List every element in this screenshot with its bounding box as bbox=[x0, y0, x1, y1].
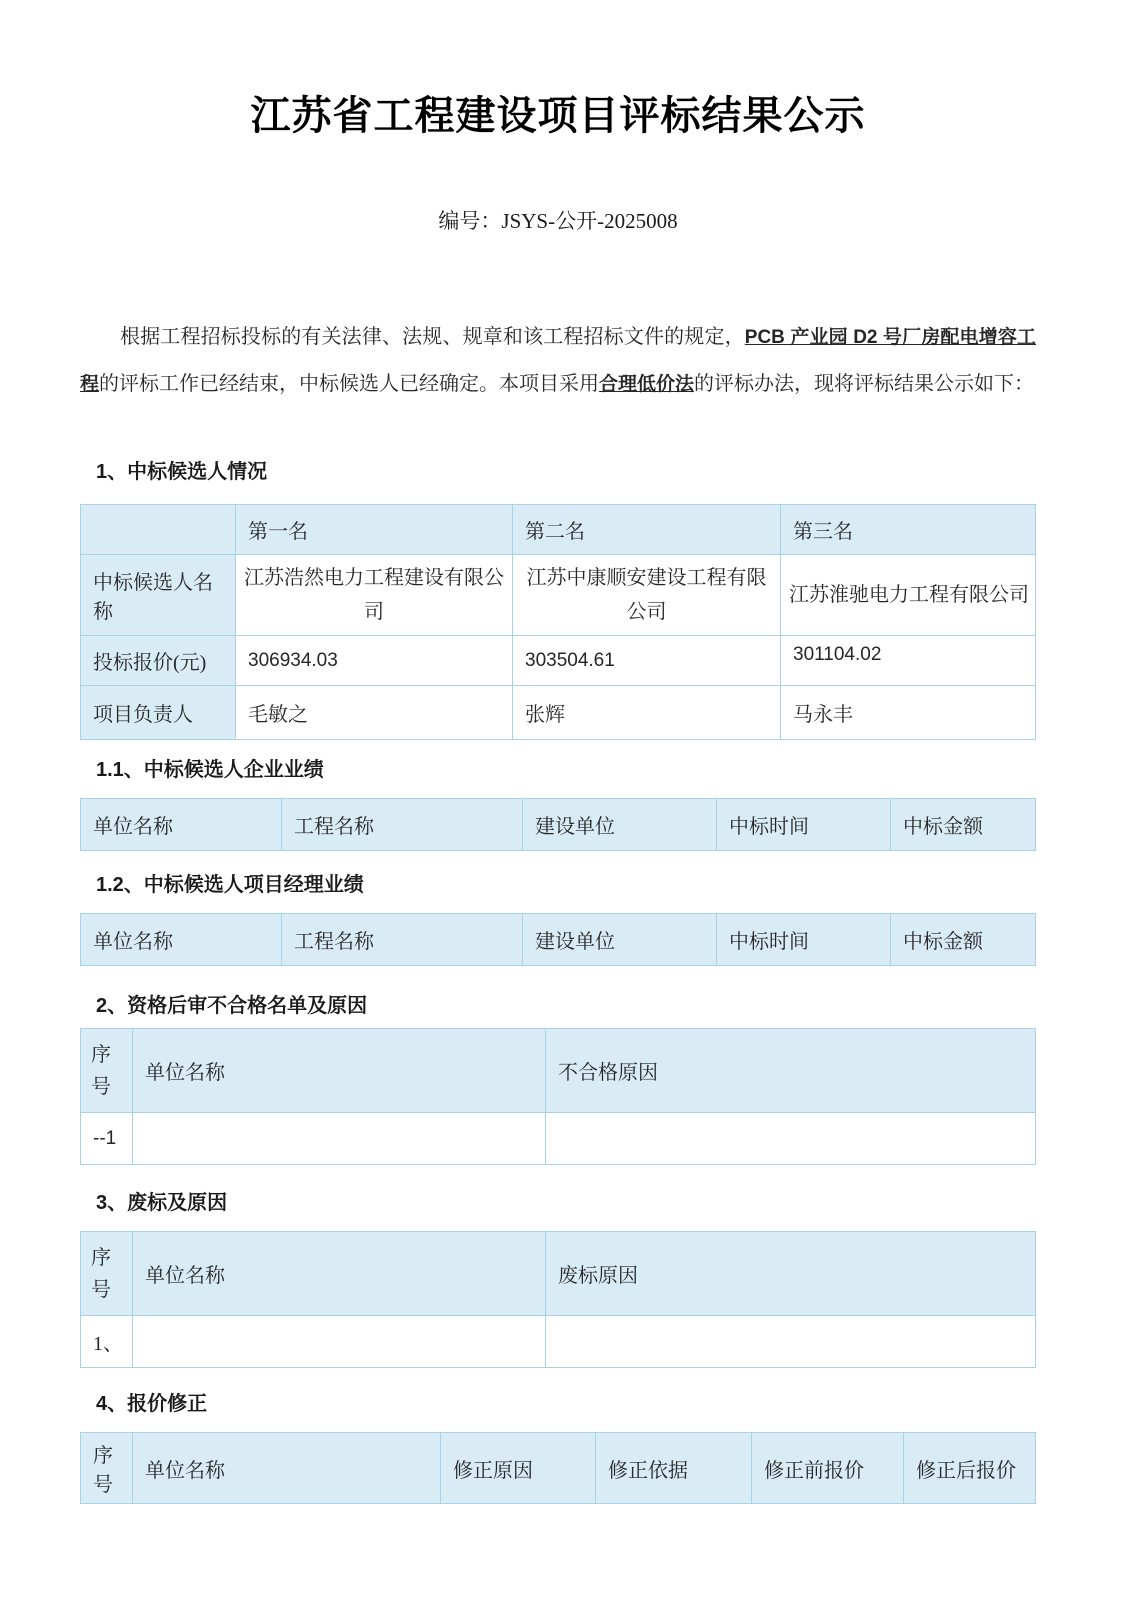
col-project-name: 工程名称 bbox=[282, 914, 523, 966]
col-unit-name: 单位名称 bbox=[81, 914, 282, 966]
col-award-time: 中标时间 bbox=[717, 799, 891, 851]
col-award-amount: 中标金额 bbox=[891, 914, 1036, 966]
col-project-name: 工程名称 bbox=[282, 799, 523, 851]
rejected-bids-table bbox=[80, 1231, 1036, 1368]
col-unit-name: 单位名称 bbox=[133, 1433, 441, 1504]
project-name: PCB 产业园 D2 号厂房配电增容工程 bbox=[80, 327, 1037, 395]
reason-cell bbox=[546, 1113, 1036, 1165]
col-construction-unit: 建设单位 bbox=[523, 914, 717, 966]
seq-cell: --1 bbox=[81, 1113, 133, 1165]
section-1-heading: 1、中标候选人情况 bbox=[96, 461, 268, 483]
section-1-1-heading: 1.1、中标候选人企业业绩 bbox=[96, 759, 324, 781]
col-rejected-reason: 废标原因 bbox=[546, 1232, 1036, 1316]
col-correction-basis: 修正依据 bbox=[596, 1433, 752, 1504]
col-construction-unit: 建设单位 bbox=[523, 799, 717, 851]
col-unqualified-reason: 不合格原因 bbox=[546, 1029, 1036, 1113]
col-unit-name: 单位名称 bbox=[81, 799, 282, 851]
col-award-time: 中标时间 bbox=[717, 914, 891, 966]
intro-text-1: 根据工程招标投标的有关法律、法规、规章和该工程招标文件的规定， bbox=[120, 326, 745, 348]
col-seq: 序号 bbox=[81, 1433, 133, 1504]
col-unit-name: 单位名称 bbox=[133, 1029, 546, 1113]
table-header-row bbox=[81, 1029, 1036, 1113]
price-3: 301104.02 bbox=[781, 636, 1036, 686]
price-correction-table bbox=[80, 1432, 1036, 1504]
intro-text-3: 的评标办法，现将评标结果公示如下： bbox=[694, 373, 1035, 395]
col-price-before: 修正前报价 bbox=[752, 1433, 904, 1504]
table-header-row bbox=[81, 1433, 1036, 1504]
candidate-1: 江苏浩然电力工程建设有限公司 bbox=[236, 555, 513, 636]
seq-cell: 1、 bbox=[81, 1316, 133, 1368]
reason-cell bbox=[546, 1316, 1036, 1368]
intro-paragraph bbox=[80, 314, 1036, 408]
rank-3-header: 第三名 bbox=[781, 505, 1036, 555]
candidate-3: 江苏淮驰电力工程有限公司 bbox=[781, 555, 1036, 636]
rank-1-header: 第一名 bbox=[236, 505, 513, 555]
table-row bbox=[81, 636, 1036, 686]
table-row bbox=[81, 1316, 1036, 1368]
unit-name-cell bbox=[133, 1113, 546, 1165]
winning-candidates-table bbox=[80, 504, 1036, 740]
table-row bbox=[81, 505, 1036, 555]
manager-2: 张辉 bbox=[513, 686, 781, 740]
table-row bbox=[81, 686, 1036, 740]
company-performance-table bbox=[80, 798, 1036, 851]
document-number: 编号：JSYS-公开-2025008 bbox=[438, 209, 678, 233]
candidate-2: 江苏中康顺安建设工程有限公司 bbox=[513, 555, 781, 636]
price-2: 303504.61 bbox=[513, 636, 781, 686]
col-award-amount: 中标金额 bbox=[891, 799, 1036, 851]
col-seq: 序号 bbox=[81, 1029, 133, 1113]
manager-row-label: 项目负责人 bbox=[81, 686, 236, 740]
col-seq: 序号 bbox=[81, 1232, 133, 1316]
manager-3: 马永丰 bbox=[781, 686, 1036, 740]
section-3-heading: 3、废标及原因 bbox=[96, 1192, 228, 1214]
unit-name-cell bbox=[133, 1316, 546, 1368]
rank-2-header: 第二名 bbox=[513, 505, 781, 555]
table-header-row bbox=[81, 1232, 1036, 1316]
section-1-2-heading: 1.2、中标候选人项目经理业绩 bbox=[96, 874, 364, 896]
evaluation-method: 合理低价法 bbox=[599, 374, 695, 395]
intro-text-2: 的评标工作已经结束，中标候选人已经确定。本项目采用 bbox=[99, 373, 600, 395]
col-price-after: 修正后报价 bbox=[904, 1433, 1036, 1504]
price-row-label: 投标报价(元) bbox=[81, 636, 236, 686]
manager-1: 毛敏之 bbox=[236, 686, 513, 740]
corner-cell bbox=[81, 505, 236, 555]
col-unit-name: 单位名称 bbox=[133, 1232, 546, 1316]
table-row bbox=[81, 555, 1036, 636]
col-correction-reason: 修正原因 bbox=[441, 1433, 596, 1504]
unqualified-list-table bbox=[80, 1028, 1036, 1165]
table-header-row bbox=[81, 799, 1036, 851]
manager-performance-table bbox=[80, 913, 1036, 966]
section-4-heading: 4、报价修正 bbox=[96, 1393, 208, 1415]
page-title: 江苏省工程建设项目评标结果公示 bbox=[250, 93, 866, 138]
candidate-row-label: 中标候选人名称 bbox=[81, 555, 236, 636]
price-1: 306934.03 bbox=[236, 636, 513, 686]
table-header-row bbox=[81, 914, 1036, 966]
table-row bbox=[81, 1113, 1036, 1165]
section-2-heading: 2、资格后审不合格名单及原因 bbox=[96, 995, 368, 1017]
